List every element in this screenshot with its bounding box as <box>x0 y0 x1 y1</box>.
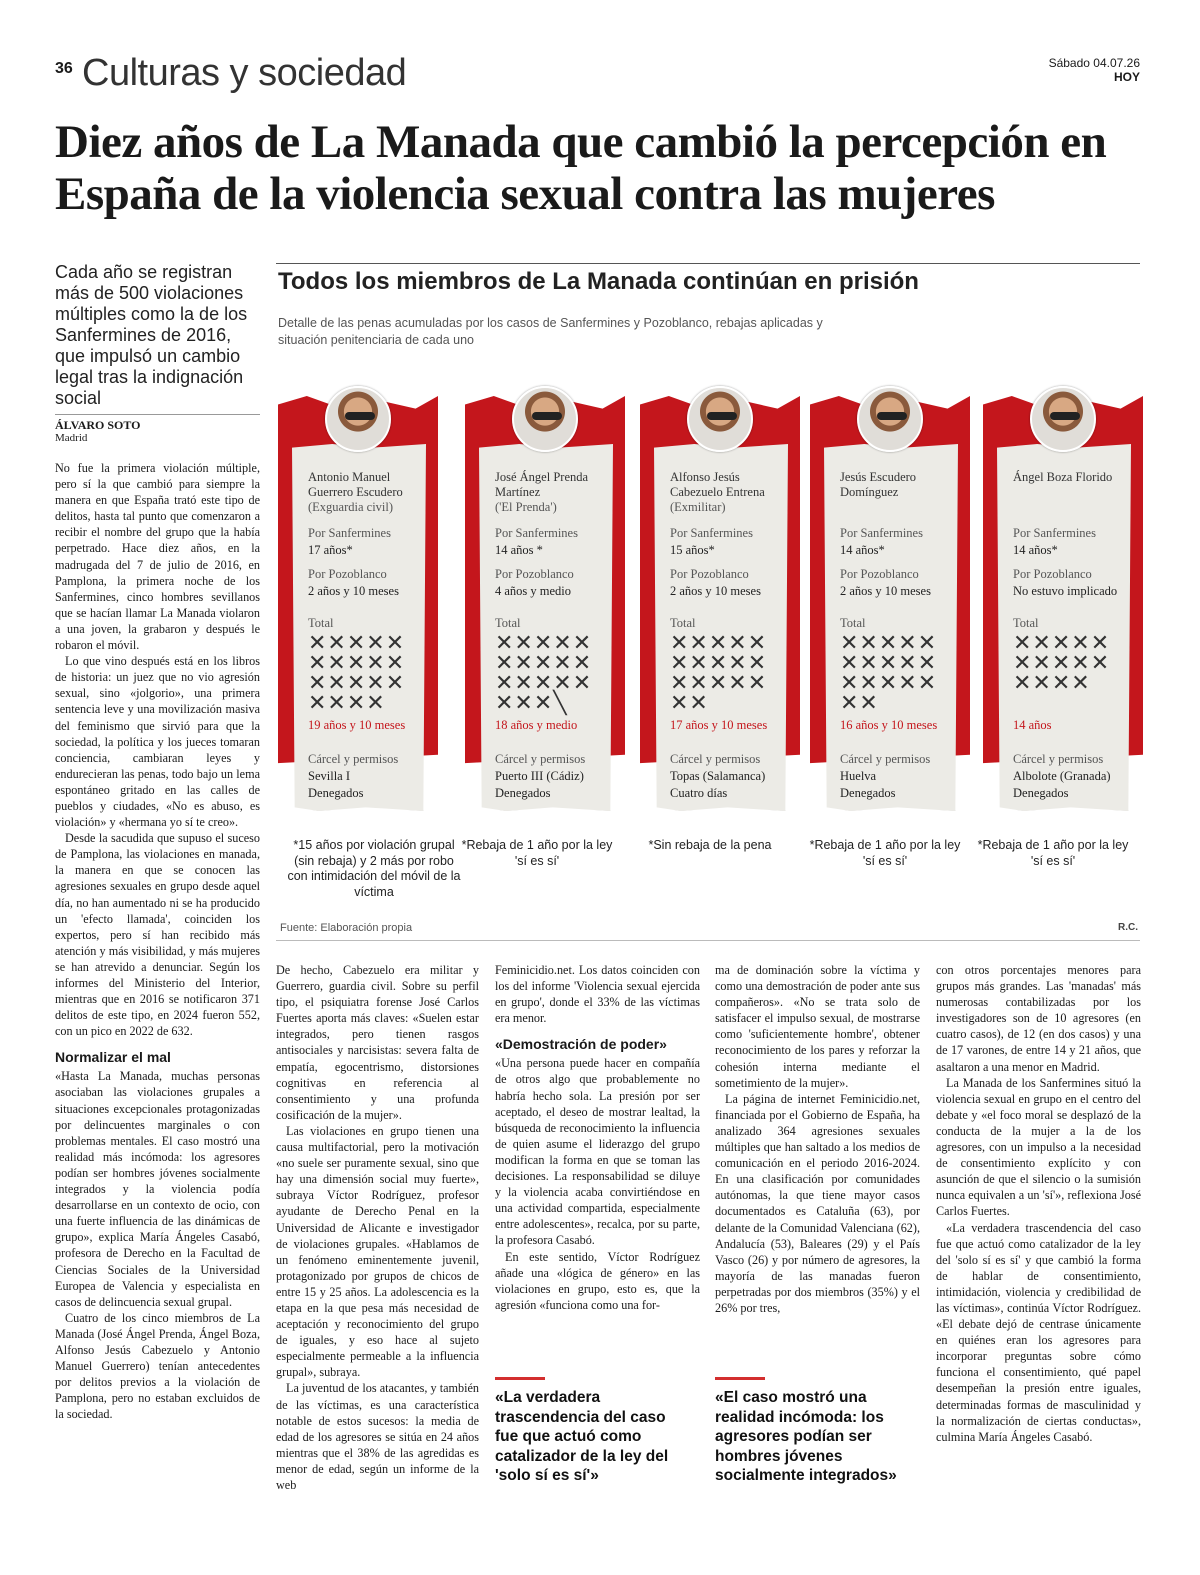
article-column-2 <box>276 962 479 1512</box>
infographic-subtitle: Detalle de las penas acumuladas por los casos de Sanfermines y Pozoblanco, rebajas aplicadas y situación penitenciaria de cada uno <box>278 316 823 347</box>
pullquote-rule <box>715 1377 765 1380</box>
subheadline: Cada año se registran más de 500 violaciones múltiples como la de los Sanfermines de 2016, que impulsó un cambio legal tras la indignación social <box>55 262 248 408</box>
member-footnote: *Rebaja de 1 año por la ley 'sí es sí' <box>461 838 613 868</box>
pozoblanco-sentence: 4 años y medio <box>495 584 572 598</box>
sunglasses-graphic <box>1050 412 1080 420</box>
permits-status: Denegados <box>840 786 896 800</box>
pozoblanco-sentence: 2 años y 10 meses <box>670 584 761 598</box>
paragraph: con otros porcentajes menores para grupos más grandes. Las 'manadas' más numerosas contabilizadas por los investigadores son de 10 agresores (en cuatro casos), de 12 (en dos casos) y una de 17 varones, de entre 14 y 21 años, que asaltaron a una menor en Madrid. <box>936 963 1141 1074</box>
member-role: (Exguardia civil) <box>308 500 394 514</box>
pozoblanco-sentence: No estuvo implicado <box>1013 584 1118 598</box>
paragraph: Feminicidio.net. Los datos coinciden con los del informe 'Violencia sexual ejercida en grupo', donde el 33% de las víctimas era menor. <box>495 963 700 1026</box>
prison-label: Cárcel y permisos <box>840 752 931 766</box>
prison-name: Sevilla I <box>308 769 351 783</box>
sunglasses-graphic <box>345 412 375 420</box>
permits-status: Denegados <box>1013 786 1069 800</box>
issue-date: Sábado 04.07.26 <box>1048 56 1140 70</box>
pullquote-rule <box>495 1377 545 1380</box>
infographic-bottom-rule <box>276 940 1140 941</box>
article-column-1 <box>55 460 260 1510</box>
permits-status: Denegados <box>308 786 364 800</box>
total-label: Total <box>1013 616 1039 630</box>
total-label: Total <box>495 616 521 630</box>
prison-label: Cárcel y permisos <box>308 752 399 766</box>
paragraph: ma de dominación sobre la víctima y como una demostración de poder ante sus compañeros». «No se trata solo de satisfacer el impulso sexual, de mostrarse como 'suficientemente hombre', obtener reconocimiento de los pares y reforzar la cohesión interna mediante el sometimiento de la mujer». <box>715 963 920 1090</box>
prison-name: Huelva <box>840 769 877 783</box>
prison-name: Topas (Salamanca) <box>670 769 766 783</box>
paragraph: En este sentido, Víctor Rodríguez añade una «lógica de género» en las violaciones en grupo, esto es, que la agresión «funciona como una for- <box>495 1249 700 1312</box>
infographic-source: Fuente: Elaboración propia <box>280 922 413 934</box>
paragraph: La juventud de los atacantes, y también de las víctimas, es una característica notable de estos sucesos: la media de edad de los agresores se sitúa en 24 años mientras que el 38% de las agredidas es menor de edad, según un informe de la web <box>276 1381 479 1492</box>
sanfermines-sentence: 15 años* <box>670 543 715 557</box>
portrait-photo <box>512 386 578 452</box>
sentence-year-marks: ✕✕✕✕✕✕✕✕✕✕✕✕✕✕✕✕✕ <box>840 631 938 716</box>
pullquote: «El caso mostró una realidad incómoda: los agresores podían ser hombres jóvenes socialmente integrados» <box>715 1389 897 1484</box>
sanfermines-label: Por Sanfermines <box>308 526 391 540</box>
member-footnote: *Rebaja de 1 año por la ley 'sí es sí' <box>809 838 961 868</box>
prison-label: Cárcel y permisos <box>670 752 761 766</box>
sanfermines-label: Por Sanfermines <box>495 526 578 540</box>
prison-name: Albolote (Granada) <box>1013 769 1111 783</box>
byline-divider <box>55 414 260 415</box>
paragraph: La Manada de los Sanfermines situó la violencia sexual en grupo en el centro del debate y «el foco moral se desplazó de la conducta de la mujer a la de los agresores, con un impulso a la necesidad de consentimiento explícito y con asunción de que el silencio o la sumisión nunca equivalen a un 'sí'», reflexiona José Carlos Fuertes. <box>936 1075 1141 1219</box>
member-role: ('El Prenda') <box>495 500 557 514</box>
paragraph: «Hasta La Manada, muchas personas asociaban las violaciones grupales a situaciones excepcionales protagonizadas por delincuentes marginales o con problemas mentales. El caso mostró una realidad más incómoda: los agresores podían ser hombres jóvenes socialmente integrados y la violencia podía desarrollarse en un contexto de ocio, con una fuerte influencia de las dinámicas de grupo», explica María Ángeles Casabó, profesora de Derecho en la Facultad de Ciencias Sociales de la Universidad Europea de Valencia y especialista en casos de delincuencia sexual grupal. <box>55 1069 260 1309</box>
total-sentence: 17 años y 10 meses <box>670 718 768 732</box>
section-title: Culturas y sociedad <box>82 52 407 94</box>
paragraph: No fue la primera violación múltiple, pero sí la que cambió para siempre la manera en que España trató este tipo de delitos, hasta tal punto que comenzaron a recibir el nombre del grupo que la había perpetrado. Hace diez años, en la madrugada del 7 de julio de 2016, en Pamplona, la primera noche de los Sanfermines, cinco hombres sevillanos que se hacían llamar La Manada violaron a una joven, la grabaron y después le robaron el móvil. <box>55 461 260 653</box>
total-sentence: 16 años y 10 meses <box>840 718 938 732</box>
member-role: (Exmilitar) <box>670 500 726 514</box>
sunglasses-graphic <box>707 412 737 420</box>
total-sentence: 19 años y 10 meses <box>308 718 406 732</box>
pozoblanco-label: Por Pozoblanco <box>670 567 749 581</box>
pullquote: «La verdadera trascendencia del caso fue que actuó como catalizador de la ley del 'solo sí es sí'» <box>495 1389 669 1484</box>
total-label: Total <box>308 616 334 630</box>
pozoblanco-label: Por Pozoblanco <box>495 567 574 581</box>
total-sentence: 14 años <box>1013 718 1052 732</box>
portrait-photo <box>325 386 391 452</box>
paragraph: «Una persona puede hacer en compañía de otros algo que probablemente no habría hecho sola. La presión por ser aceptado, el deseo de mostrar lealtad, la búsqueda de reconocimiento la influencia de quien asume el liderazgo del grupo modifican la forma en que se toman las decisiones. La responsabilidad se diluye y la violencia acaba convirtiéndose en una actividad compartida, especialmente entre adolescentes», recalca, por su parte, la profesora Casabó. <box>495 1056 700 1248</box>
member-card <box>810 396 970 818</box>
sunglasses-graphic <box>877 412 907 420</box>
author-name: ÁLVARO SOTO <box>55 418 141 432</box>
total-label: Total <box>670 616 696 630</box>
section-heading: «Demostración de poder» <box>495 1036 667 1053</box>
member-card <box>465 396 625 818</box>
sentence-year-marks: ✕✕✕✕✕✕✕✕✕✕✕✕✕✕✕✕✕✕✕ <box>308 631 406 716</box>
dateline <box>1049 56 1140 84</box>
sentence-year-marks: ✕✕✕✕✕✕✕✕✕✕✕✕✕✕ <box>1013 631 1111 696</box>
paragraph: Cuatro de los cinco miembros de La Manada (José Ángel Prenda, Ángel Boza, Alfonso Jesús Cabezuelo y Antonio Manuel Guerrero) tenían antecedentes por delitos previos a la violación de Pamplona, pero no estaban excluidos de la sociedad. <box>55 1310 260 1422</box>
portrait-photo <box>687 386 753 452</box>
article-column-3 <box>495 962 700 1352</box>
publication-name: HOY <box>1113 70 1140 84</box>
article-column-4 <box>715 962 920 1352</box>
pozoblanco-label: Por Pozoblanco <box>308 567 387 581</box>
member-name: Jesús Escudero Domínguez <box>840 470 917 499</box>
permits-status: Denegados <box>495 786 551 800</box>
member-card <box>983 396 1143 818</box>
section-heading: Normalizar el mal <box>55 1049 171 1066</box>
member-name: José Ángel Prenda Martínez <box>495 470 589 499</box>
pozoblanco-label: Por Pozoblanco <box>1013 567 1092 581</box>
page-number: 36 <box>55 60 73 77</box>
sanfermines-label: Por Sanfermines <box>1013 526 1096 540</box>
member-card <box>278 396 438 818</box>
member-name: Antonio Manuel Guerrero Escudero <box>308 470 403 499</box>
paragraph: Desde la sacudida que supuso el suceso de Pamplona, las violaciones en manada, la manera en que se conocen las agresiones sexuales en grupo desde aquel día, no han aumentado ni se ha producido un 'efecto llamada', coinciden los expertos, pero sí han recibido más atención y más visibilidad, y más mujeres se han atrevido a denunciar. Según los informes del Ministerio del Interior, mientras que en 2016 se notificaron 371 delitos de este tipo, en 2024 fueron 552, con un pico en 2022 de 632. <box>55 831 260 1039</box>
member-footnote: *Sin rebaja de la pena <box>648 838 772 852</box>
sanfermines-sentence: 14 años* <box>1013 543 1058 557</box>
permits-status: Cuatro días <box>670 786 728 800</box>
infographic-credit: R.C. <box>1118 922 1138 933</box>
member-card <box>640 396 800 818</box>
infographic-title: Todos los miembros de La Manada continúan en prisión <box>278 268 919 295</box>
prison-name: Puerto III (Cádiz) <box>495 769 584 783</box>
paragraph: Las violaciones en grupo tienen una causa multifactorial, pero la motivación «no suele ser puramente sexual, sino que hay una dimensión social muy fuerte», subraya Víctor Rodríguez, profesor ayudante de Derecho Penal en la Universidad de Alicante e investigador de violaciones grupales. «Hablamos de un fenómeno eminentemente juvenil, protagonizado por grupos de chicos de entre 15 y 25 años. La adolescencia es la etapa en la que pesa más necesidad de aceptación y reconocimiento del grupo de iguales, y eso hace al sujeto especialmente permeable a la influencia grupal», subraya. <box>276 1123 479 1380</box>
sanfermines-sentence: 17 años* <box>308 543 353 557</box>
member-name: Alfonso Jesús Cabezuelo Entrena <box>670 470 765 499</box>
infographic-top-rule <box>276 263 1140 264</box>
total-label: Total <box>840 616 866 630</box>
total-sentence: 18 años y medio <box>495 718 578 732</box>
paragraph: Lo que vino después está en los libros de historia: un juez que no vio agresión sexual, sino «jolgorio», una primera sentencia leve y una movilización masiva del feminismo que sirvió para que la sociedad, la política y los jueces tomaran conciencia, cambiaran leyes y endurecieran las penas, todo bajo un lema espontáneo gritado en las calles de pueblos y ciudades, «No es abuso, es violación» y «hermana yo sí te creo». <box>55 654 260 830</box>
member-footnote: *Rebaja de 1 año por la ley 'sí es sí' <box>977 838 1129 868</box>
prison-label: Cárcel y permisos <box>495 752 586 766</box>
sanfermines-sentence: 14 años* <box>840 543 885 557</box>
paragraph: «La verdadera trascendencia del caso fue que actuó como catalizador de la ley del 'solo sí es sí' y que cambió la forma de hablar de consentimiento, intimidación, violencia y credibilidad de las víctimas», continúa Víctor Rodríguez. «El debate dejó de centrase únicamente en quiénes eran los agresores para incorporar preguntas sobre cómo funciona el consentimiento, qué papel desempeñan la presión entre iguales, determinadas formas de masculinidad y la normalización de ciertas conductas», culmina María Ángeles Casabó. <box>936 1220 1141 1444</box>
member-name: Ángel Boza Florido <box>1013 470 1113 484</box>
member-footnote: *15 años por violación grupal (sin rebaja) y 2 más por robo con intimidación del móvil de la víctima <box>287 838 461 899</box>
pozoblanco-sentence: 2 años y 10 meses <box>308 584 399 598</box>
portrait-photo <box>1030 386 1096 452</box>
prison-label: Cárcel y permisos <box>1013 752 1104 766</box>
sentence-year-marks: ✕✕✕✕✕✕✕✕✕✕✕✕✕✕✕✕✕✕╲ <box>495 631 593 716</box>
paragraph: La página de internet Feminicidio.net, financiada por el Gobierno de España, ha analizado 364 agresiones sexuales múltiples que han saltado a los medios de comunicación en el periodo 2016-2024. En una clasificación por comunidades autónomas, la que tiene mayor casos documentados es Cataluña (63), por delante de la Comunidad Valenciana (62), Andalucía (53), Baleares (29) y el País Vasco (26) y por número de agresores, la mayoría de las manadas fueron perpetradas por dos miembros (35%) y el 26% por tres, <box>715 1091 920 1315</box>
article-column-5 <box>936 962 1141 1512</box>
headline: Diez años de La Manada que cambió la percepción en España de la violencia sexual contra las mujeres <box>55 116 1107 220</box>
paragraph: De hecho, Cabezuelo era militar y Guerrero, guardia civil. Sobre su perfil tipo, el psiquiatra forense José Carlos Fuertes aporta más claves: «Suelen estar integrados, pero tienen rasgos antisociales y narcisistas: severa falta de empatía, egocentrismo, distorsiones cognitivas en referencia al consentimiento y una profunda cosificación de la mujer». <box>276 963 479 1122</box>
pozoblanco-label: Por Pozoblanco <box>840 567 919 581</box>
sunglasses-graphic <box>532 412 562 420</box>
portrait-photo <box>857 386 923 452</box>
sanfermines-label: Por Sanfermines <box>670 526 753 540</box>
author-city: Madrid <box>55 432 88 444</box>
sentence-year-marks: ✕✕✕✕✕✕✕✕✕✕✕✕✕✕✕✕✕ <box>670 631 768 716</box>
pozoblanco-sentence: 2 años y 10 meses <box>840 584 931 598</box>
sanfermines-label: Por Sanfermines <box>840 526 923 540</box>
sanfermines-sentence: 14 años * <box>495 543 543 557</box>
